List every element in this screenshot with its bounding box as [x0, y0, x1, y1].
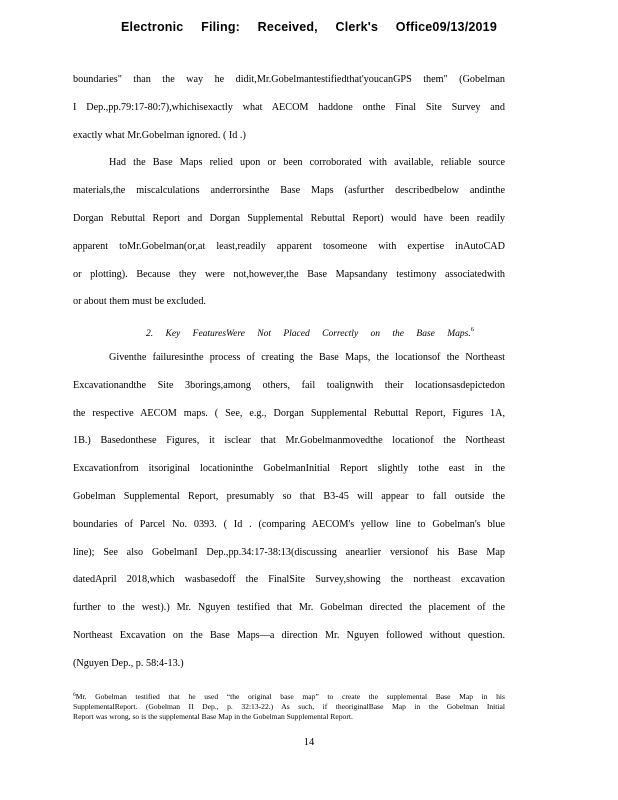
section-heading — [73, 316, 505, 344]
text-line: 1B.) Basedonthese Figures, it isclear that Mr.Gobelmanmovedthe locationof the Northeast — [73, 435, 505, 447]
text-line: datedApril 2018,which wasbasedoff the FinalSite Survey,showing the northeast excavation — [73, 574, 505, 586]
paragraph-base-maps — [73, 149, 505, 316]
footnote-reference: 6 — [470, 326, 474, 334]
footnote-marker: 6 — [73, 692, 76, 698]
footnote-line: SupplementalReport. (Gobelman II Dep., p. 32:13-22.) As such, if theoriginalBase Map in the Gobelman Initial — [73, 702, 505, 712]
footnote — [73, 690, 505, 723]
text-line: exactly what Mr.Gobelman ignored. ( Id .) — [73, 129, 246, 141]
text-line: further to the west).) Mr. Nguyen testified that Mr. Gobelman directed the placement of the — [73, 602, 505, 614]
text-line: Northeast Excavation on the Base Maps—a direction Mr. Nguyen followed without question. — [73, 629, 505, 641]
page-number: 14 — [303, 737, 315, 748]
text-line: Giventhe failuresinthe process of creating the Base Maps, the locationsof the Northeast — [109, 351, 505, 363]
footnote-line — [73, 690, 505, 702]
document-body — [73, 66, 505, 678]
text-line: Had the Base Maps relied upon or been corroborated with available, reliable source — [109, 157, 505, 169]
text-line: Excavationfrom itsoriginal locationinthe GobelmanInitial Report slightly tothe east in the — [73, 463, 505, 475]
paragraph-key-features — [73, 344, 505, 678]
text-line: line); See also GobelmanI Dep.,pp.34:17-38:13(discussing anearlier versionof his Base Map — [73, 546, 505, 558]
text-line: boundaries" than the way he didit,Mr.Gobelmantestifiedthat'youcanGPS them" (Gobelman — [73, 74, 505, 85]
text-line: materials,the miscalculations anderrorsinthe Base Maps (asfurther describedbelow andinthe — [73, 185, 505, 197]
filing-header: Electronic Filing: Received, Clerk's Office09/13/2019 — [121, 20, 497, 34]
section-number: 2. — [146, 329, 154, 340]
text-line: or about them must be excluded. — [73, 296, 206, 308]
footnote-line: Report was wrong, so is the supplemental Base Map in the Gobelman Supplemental Report. — [73, 712, 353, 722]
text-line: the respective AECOM maps. ( See, e.g., Dorgan Supplemental Rebuttal Report, Figures 1A, — [73, 407, 505, 419]
text-line: apparent toMr.Gobelman(or,at least,readily apparent tosomeone with expertise inAutoCAD — [73, 240, 505, 252]
section-title: Key FeaturesWere Not Placed Correctly on the Base Maps. — [165, 329, 471, 340]
footnote-text: Mr. Gobelman testified that he used “the original base map” to create the supplemental Base Map in his — [75, 692, 505, 701]
text-line: or plotting). Because they were not,however,the Base Mapsandany testimony associatedwith — [73, 268, 505, 280]
paragraph-boundaries — [73, 66, 505, 149]
text-line: Gobelman Supplemental Report, presumably so that B3-45 will appear to fall outside the — [73, 490, 505, 502]
text-line: Dorgan Rebuttal Report and Dorgan Supplemental Rebuttal Report) would have been readily — [73, 212, 505, 224]
text-line: (Nguyen Dep., p. 58:4-13.) — [73, 657, 184, 669]
text-line: I Dep.,pp.79:17-80:7),whichisexactly what AECOM haddone onthe Final Site Survey and — [73, 101, 505, 113]
text-line: Excavationandthe Site 3borings,among others, fail toalignwith their locationsasdepictedon — [73, 379, 505, 391]
text-line: boundaries of Parcel No. 0393. ( Id . (comparing AECOM's yellow line to Gobelman's blue — [73, 518, 505, 530]
